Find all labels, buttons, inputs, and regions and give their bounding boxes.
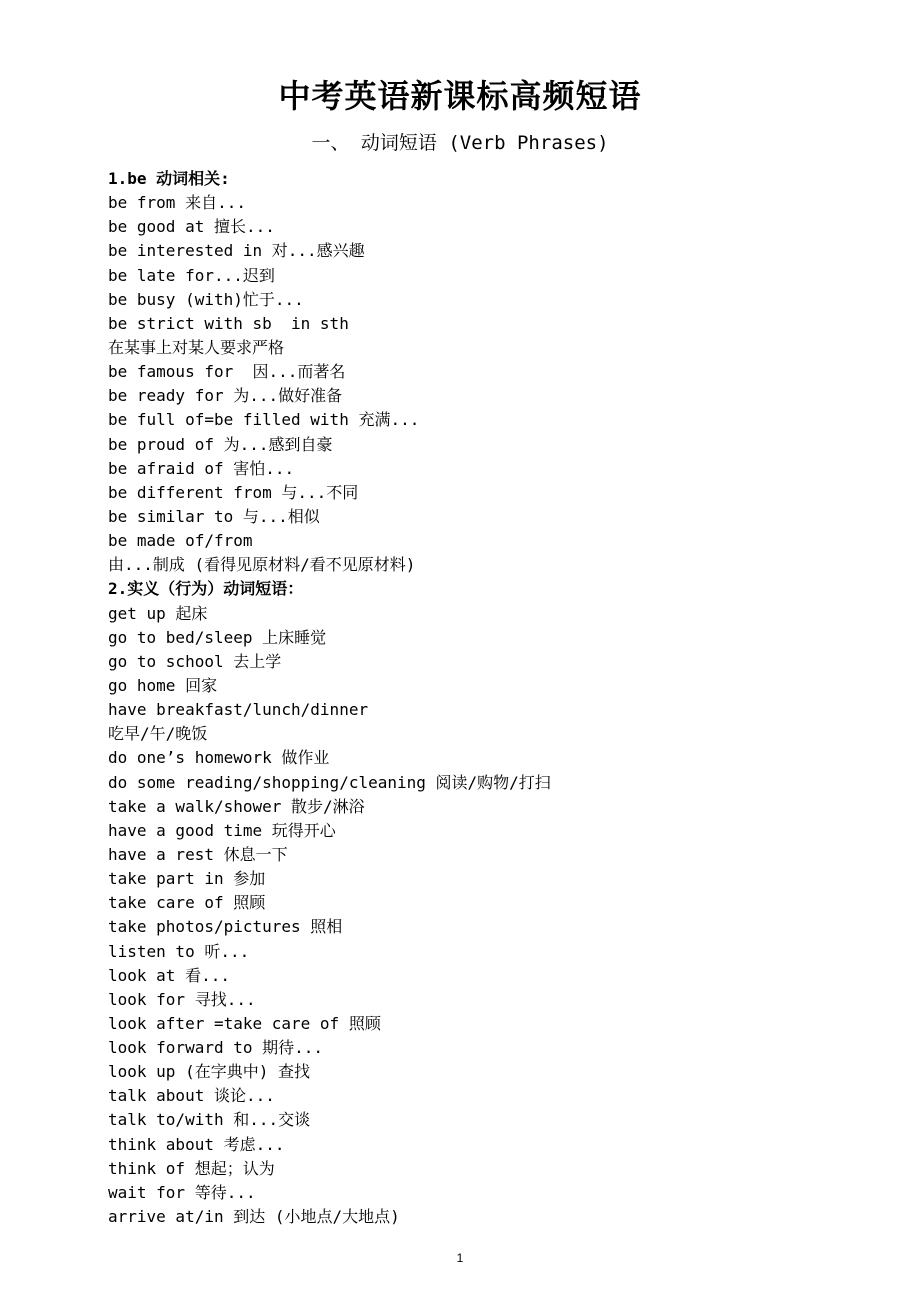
phrase-line: take part in 参加: [108, 869, 266, 889]
phrase-line: be ready for 为...做好准备: [108, 386, 343, 406]
phrase-line: take photos/pictures 照相: [108, 917, 343, 937]
phrase-line: be good at 擅长...: [108, 217, 275, 237]
phrase-line: be proud of 为...感到自豪: [108, 434, 333, 454]
phrase-line: think of 想起；认为: [108, 1158, 275, 1178]
phrase-line: look after =take care of 照顾: [108, 1013, 381, 1033]
phrase-line: be similar to 与...相似: [108, 506, 320, 526]
phrase-line: get up 起床: [108, 603, 208, 623]
phrase-line: arrive at/in 到达 (小地点/大地点): [108, 1207, 400, 1227]
phrase-line: go to school 去上学: [108, 651, 282, 671]
phrase-line: be made of/from: [108, 531, 253, 551]
phrase-line: take care of 照顾: [108, 893, 266, 913]
phrase-line: think about 考虑...: [108, 1134, 285, 1154]
phrase-line: talk about 谈论...: [108, 1086, 275, 1106]
phrase-line: be late for...迟到: [108, 265, 275, 285]
phrase-line: be interested in 对...感兴趣: [108, 241, 365, 261]
phrase-line: go to bed/sleep 上床睡觉: [108, 627, 327, 647]
phrase-line: 吃早/午/晚饭: [108, 724, 208, 744]
phrase-line: take a walk/shower 散步/淋浴: [108, 796, 365, 816]
phrase-line: do some reading/shopping/cleaning 阅读/购物/打扫: [108, 772, 551, 792]
phrase-line: be different from 与...不同: [108, 482, 359, 502]
phrase-line: go home 回家: [108, 675, 218, 695]
phrase-line: look forward to 期待...: [108, 1038, 324, 1058]
phrase-line: be busy (with)忙于...: [108, 289, 304, 309]
phrase-line: have a good time 玩得开心: [108, 820, 336, 840]
phrase-line: have a rest 休息一下: [108, 844, 288, 864]
phrase-line: be afraid of 害怕...: [108, 458, 295, 478]
document-title: 中考英语新课标高频短语: [278, 77, 642, 115]
phrase-line: be famous for 因...而著名: [108, 362, 346, 382]
phrase-line: look at 看...: [108, 965, 230, 985]
phrase-line: wait for 等待...: [108, 1182, 256, 1202]
subheading-line: 1.be 动词相关:: [108, 169, 230, 188]
phrase-line: look up (在字典中) 查找: [108, 1062, 310, 1082]
section-heading: 一、 动词短语 (Verb Phrases): [311, 132, 609, 154]
phrase-line: talk to/with 和...交谈: [108, 1110, 311, 1130]
phrase-list: [108, 167, 828, 1229]
page-number: 1: [456, 1251, 464, 1265]
phrase-line: listen to 听...: [108, 941, 250, 961]
phrase-line: look for 寻找...: [108, 989, 256, 1009]
phrase-line: do one’s homework 做作业: [108, 748, 330, 768]
phrase-line: be full of=be filled with 充满...: [108, 410, 420, 430]
phrase-line: 在某事上对某人要求严格: [108, 337, 285, 357]
subheading-line: 2.实义（行为）动词短语：: [108, 579, 304, 599]
phrase-line: 由...制成 (看得见原材料/看不见原材料): [108, 555, 416, 575]
phrase-line: be from 来自...: [108, 193, 246, 213]
phrase-line: be strict with sb in sth: [108, 313, 349, 333]
phrase-line: have breakfast/lunch/dinner: [108, 700, 369, 720]
